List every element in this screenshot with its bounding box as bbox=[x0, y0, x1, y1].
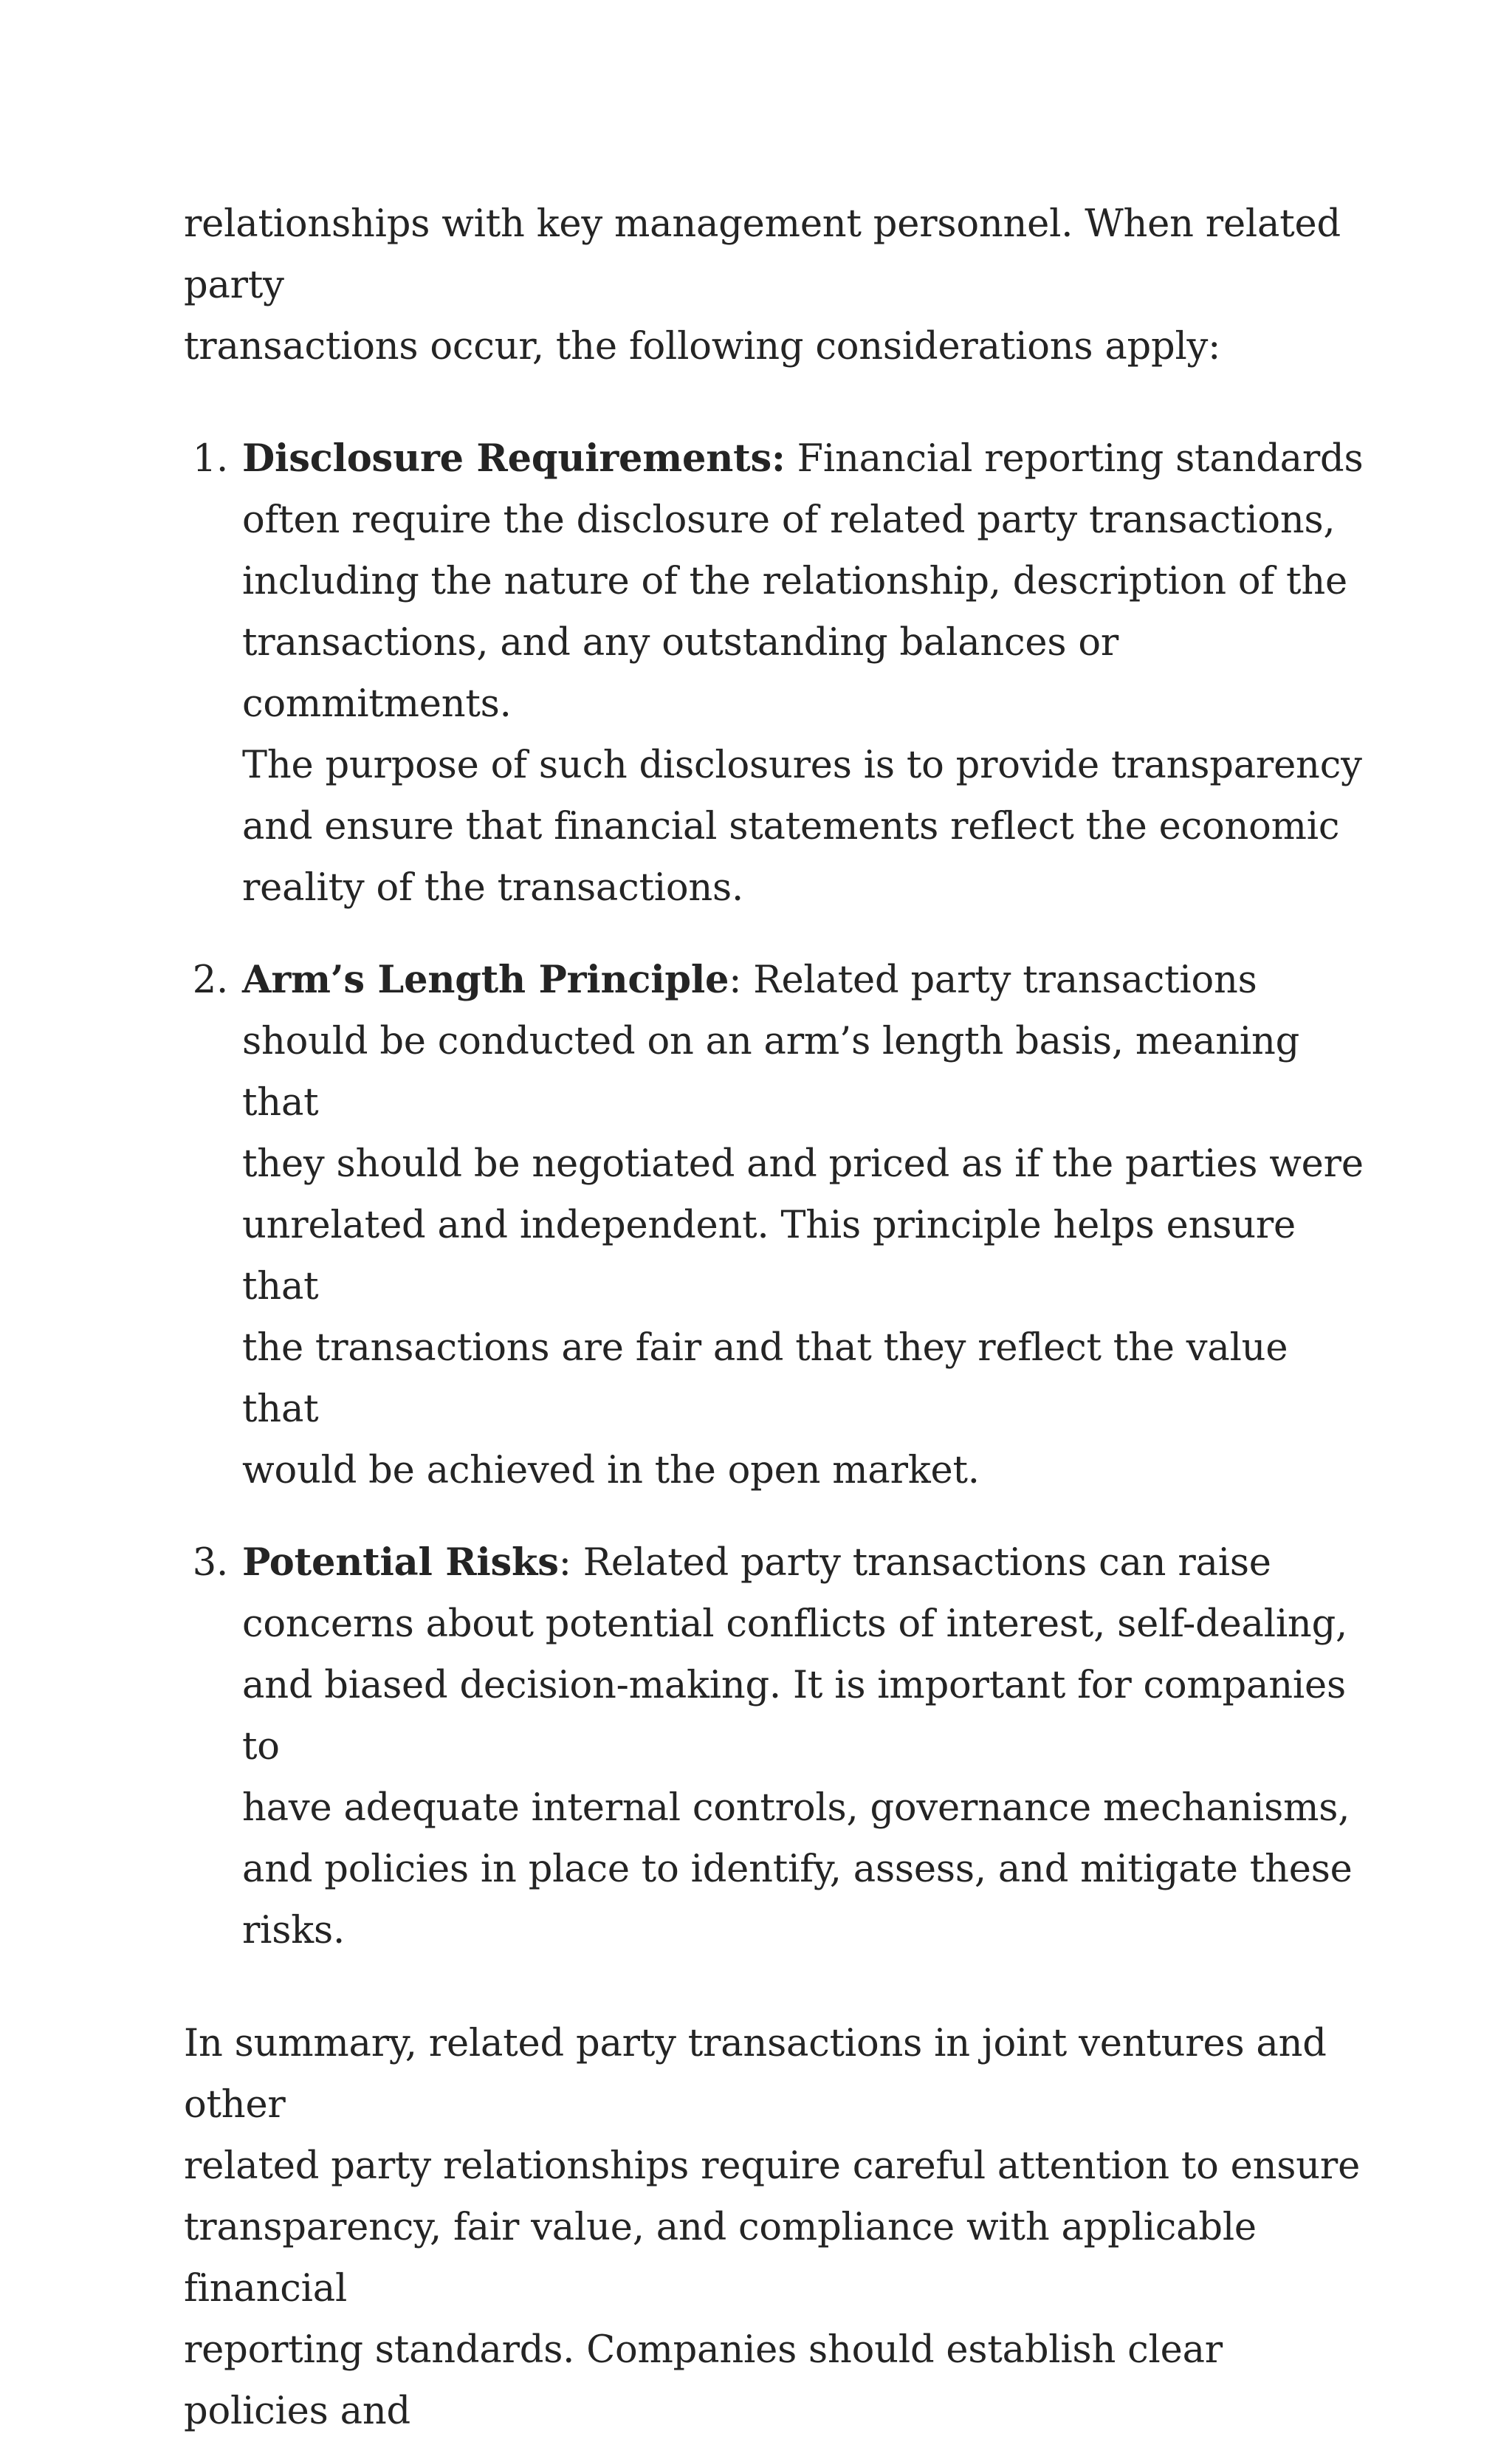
list-item-disclosure-requirements bbox=[184, 428, 1365, 919]
list-item-number: 2. bbox=[192, 958, 228, 1002]
considerations-list bbox=[184, 428, 1365, 1961]
list-item-arms-length-principle bbox=[184, 950, 1365, 1501]
list-item-line: unrelated and independent. This principle helps ensure that bbox=[242, 1204, 1296, 1309]
list-item-number: 3. bbox=[192, 1541, 228, 1585]
list-item-line: would be achieved in the open market. bbox=[242, 1449, 980, 1492]
intro-paragraph bbox=[184, 193, 1365, 377]
list-item-line: reality of the transactions. bbox=[242, 866, 744, 910]
list-item-line: risks. bbox=[242, 1909, 345, 1952]
list-item-separator: : bbox=[729, 958, 742, 1002]
list-item-separator: : bbox=[558, 1541, 571, 1585]
list-item-line: The purpose of such disclosures is to provide transparency bbox=[242, 744, 1362, 787]
list-item-line: and biased decision-making. It is important for companies to bbox=[242, 1664, 1346, 1769]
list-item-line: and policies in place to identify, assess, and mitigate these bbox=[242, 1848, 1353, 1891]
list-item-number: 1. bbox=[192, 437, 228, 481]
intro-line: relationships with key management personnel. When related party bbox=[184, 202, 1341, 307]
list-item-term: Arm’s Length Principle bbox=[242, 958, 729, 1002]
summary-line: related party relationships require careful attention to ensure bbox=[184, 2144, 1361, 2188]
list-item-term: Disclosure Requirements: bbox=[242, 436, 786, 481]
list-item-potential-risks bbox=[184, 1532, 1365, 1961]
summary-line: transparency, fair value, and compliance with applicable financial bbox=[184, 2206, 1257, 2311]
list-item-line: concerns about potential conflicts of interest, self-dealing, bbox=[242, 1602, 1348, 1646]
document-page bbox=[184, 193, 1365, 2442]
list-item-line: Financial reporting standards bbox=[785, 437, 1364, 481]
list-item-line: should be conducted on an arm’s length basis, meaning that bbox=[242, 1020, 1300, 1125]
intro-line: transactions occur, the following considerations apply: bbox=[184, 325, 1221, 368]
list-item-term: Potential Risks bbox=[242, 1540, 559, 1585]
list-item-line: and ensure that financial statements reflect the economic bbox=[242, 805, 1340, 848]
list-item-line: the transactions are fair and that they reflect the value that bbox=[242, 1326, 1288, 1431]
list-item-line: transactions, and any outstanding balances or commitments. bbox=[242, 621, 1119, 726]
summary-paragraph bbox=[184, 2013, 1365, 2442]
summary-line: reporting standards. Companies should establish clear policies and bbox=[184, 2328, 1223, 2433]
summary-line: In summary, related party transactions in joint ventures and other bbox=[184, 2022, 1327, 2127]
list-item-line: have adequate internal controls, governance mechanisms, bbox=[242, 1786, 1350, 1830]
list-item-line: Related party transactions bbox=[741, 958, 1257, 1002]
list-item-line: including the nature of the relationship, description of the bbox=[242, 560, 1347, 603]
list-item-line: Related party transactions can raise bbox=[571, 1541, 1271, 1585]
list-item-line: they should be negotiated and priced as if the parties were bbox=[242, 1142, 1364, 1186]
list-item-line: often require the disclosure of related party transactions, bbox=[242, 498, 1336, 542]
